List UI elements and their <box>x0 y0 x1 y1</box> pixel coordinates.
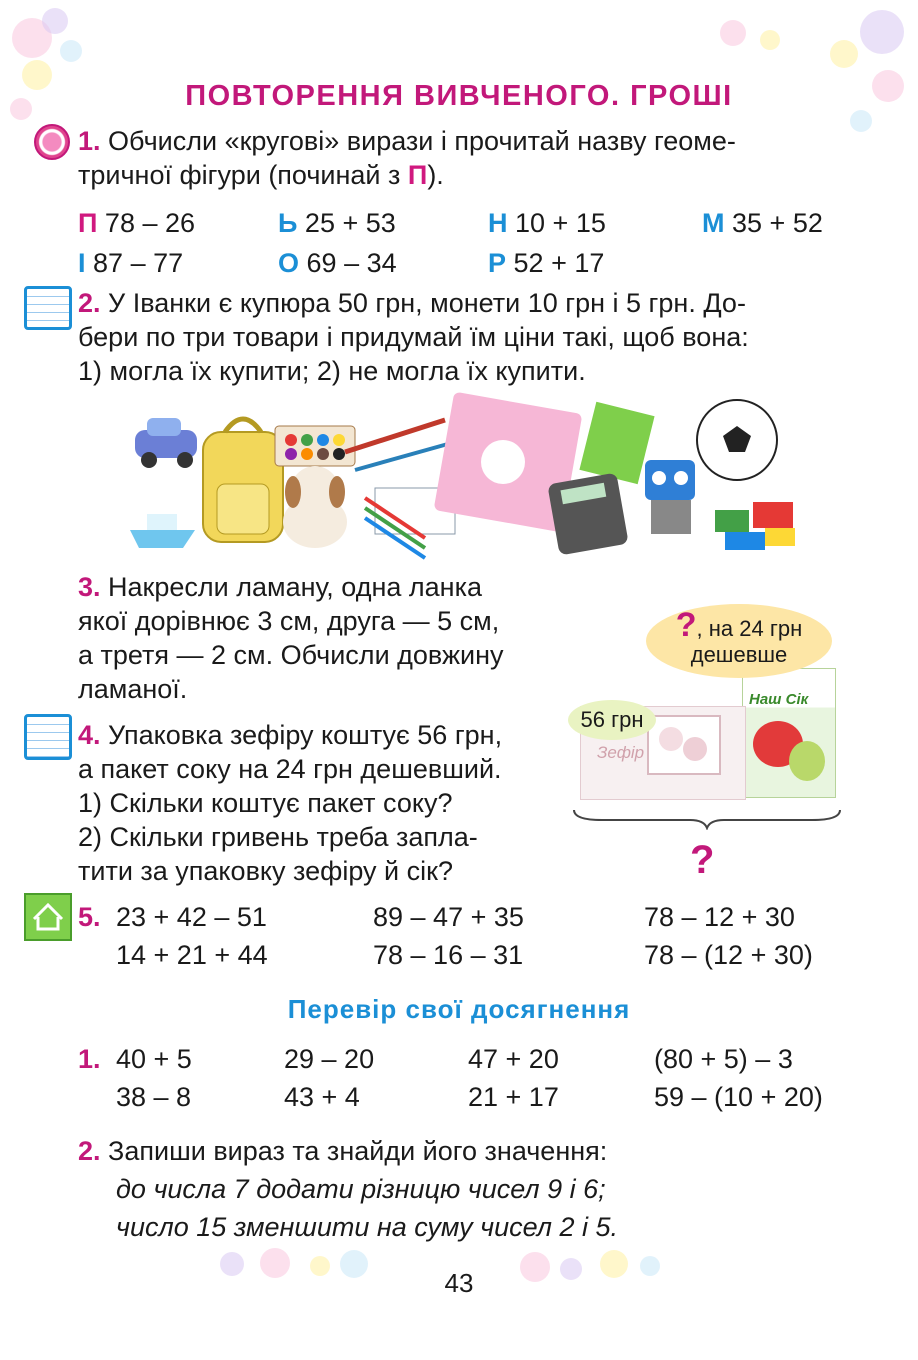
task3-text <box>78 570 548 706</box>
toy-robot-icon <box>645 460 695 534</box>
task4-line1: Упаковка зефіру коштує 56 грн, <box>108 720 503 750</box>
check-expression: 47 + 20 <box>468 1044 559 1074</box>
juice-box <box>742 668 836 798</box>
paint-box-icon <box>275 426 355 466</box>
plush-dog-icon <box>283 466 347 548</box>
task2-line1: У Іванки є купюра 50 грн, монети 10 грн і 5 грн. До- <box>108 288 746 318</box>
circle-task-icon <box>34 124 70 160</box>
task2-line2: бери по три товари і придумай їм ціни такі, щоб вона: <box>78 322 749 352</box>
check-task2-line2: до числа 7 додати різницю чисел 9 і 6; <box>116 1174 606 1204</box>
task3-line1: Накресли ламану, одна ланка <box>108 572 483 602</box>
result-question-mark: ? <box>690 838 715 882</box>
goods-illustration <box>125 392 815 562</box>
task3-number: 3. <box>78 572 101 602</box>
check-task2-line3: число 15 зменшити на суму чисел 2 і 5. <box>116 1212 618 1242</box>
calculator-icon <box>547 472 628 555</box>
price-tag <box>568 700 656 740</box>
check-expression: (80 + 5) – 3 <box>654 1044 793 1074</box>
brace-icon <box>572 806 842 830</box>
check-expression: 38 – 8 <box>116 1082 192 1112</box>
toy-blocks-icon <box>715 502 795 550</box>
task5-expression: 78 – 16 – 31 <box>373 940 524 970</box>
question-bubble <box>646 604 832 678</box>
toy-car-icon <box>135 418 197 468</box>
task3-line3: а третя — 2 см. Обчисли довжину <box>78 640 504 670</box>
task4-line5: тити за упаковку зефіру й сік? <box>78 856 453 886</box>
soccer-ball-icon <box>697 400 777 480</box>
task1-line2-letter: П <box>407 160 428 190</box>
check-expression: 43 + 4 <box>284 1082 360 1112</box>
task4-line2: а пакет соку на 24 грн дешевший. <box>78 754 502 784</box>
juice-brand-label: Наш Сік <box>749 691 809 708</box>
task5-expression: 89 – 47 + 35 <box>373 902 524 932</box>
task4-text <box>78 718 548 888</box>
price-tag-label: 56 грн <box>580 707 644 732</box>
check-expression: 40 + 5 <box>116 1044 192 1074</box>
task5-expression: 23 + 42 – 51 <box>116 902 267 932</box>
task4-line4: 2) Скільки гривень треба запла- <box>78 822 478 852</box>
task2-number: 2. <box>78 288 101 318</box>
task5-expression: 14 + 21 + 44 <box>116 940 268 970</box>
check-expression: 59 – (10 + 20) <box>654 1082 823 1112</box>
task1-expression: О 69 – 34 <box>278 248 397 278</box>
task1-line2-after: ). <box>427 160 444 190</box>
check-task1-number: 1. <box>78 1044 101 1074</box>
page-title: ПОВТОРЕННЯ ВИВЧЕНОГО. ГРОШІ <box>185 80 733 112</box>
question-mark: ? <box>675 606 697 644</box>
task1-expression: Р 52 + 17 <box>488 248 605 278</box>
task5-number: 5. <box>78 902 101 932</box>
task1-expression: Ь 25 + 53 <box>278 208 396 238</box>
task1-line2-before: тричної фігури (починай з <box>78 160 408 190</box>
task1-expression: П 78 – 26 <box>78 208 196 238</box>
check-expression: 21 + 17 <box>468 1082 559 1112</box>
notebook-icon <box>24 286 72 330</box>
check-expression: 29 – 20 <box>284 1044 375 1074</box>
paint-brush-icon <box>345 420 455 470</box>
page-number: 43 <box>444 1268 474 1298</box>
book-icon <box>579 402 654 484</box>
task1-expression: І 87 – 77 <box>78 248 184 278</box>
task1-number: 1. <box>78 126 101 156</box>
check-section-title: Перевір свої досягнення <box>287 994 631 1024</box>
home-icon <box>24 893 72 941</box>
check-task2-number: 2. <box>78 1136 101 1166</box>
task5-expression: 78 – 12 + 30 <box>644 902 795 932</box>
bubble-line1: , на 24 грн <box>696 616 803 641</box>
marshmallow-window <box>647 715 721 775</box>
task4-line3: 1) Скільки коштує пакет соку? <box>78 788 453 818</box>
task4-number: 4. <box>78 720 101 750</box>
task1-text <box>78 124 848 192</box>
task2-line3: 1) могла їх купити; 2) не могла їх купити. <box>78 356 586 386</box>
notebook-icon <box>24 714 72 760</box>
check-task2-line1: Запиши вираз та знайди його значення: <box>108 1136 608 1166</box>
task5-expression: 78 – (12 + 30) <box>644 940 813 970</box>
bubble-line2: дешевше <box>690 642 788 667</box>
grapes-icon <box>789 741 825 781</box>
backpack-icon <box>203 419 283 542</box>
task1-line1: Обчисли «кругові» вирази і прочитай назву геоме- <box>108 126 736 156</box>
toy-boat-icon <box>130 514 195 548</box>
task1-expression: Н 10 + 15 <box>488 208 606 238</box>
task1-expression: М 35 + 52 <box>702 208 823 238</box>
task3-line2: якої дорівнює 3 см, друга — 5 см, <box>78 606 500 636</box>
zefir-label: Зефір <box>597 743 645 762</box>
check-task2-text <box>78 1132 858 1246</box>
task3-line4: ламаної. <box>78 674 188 704</box>
task2-text <box>78 286 848 388</box>
